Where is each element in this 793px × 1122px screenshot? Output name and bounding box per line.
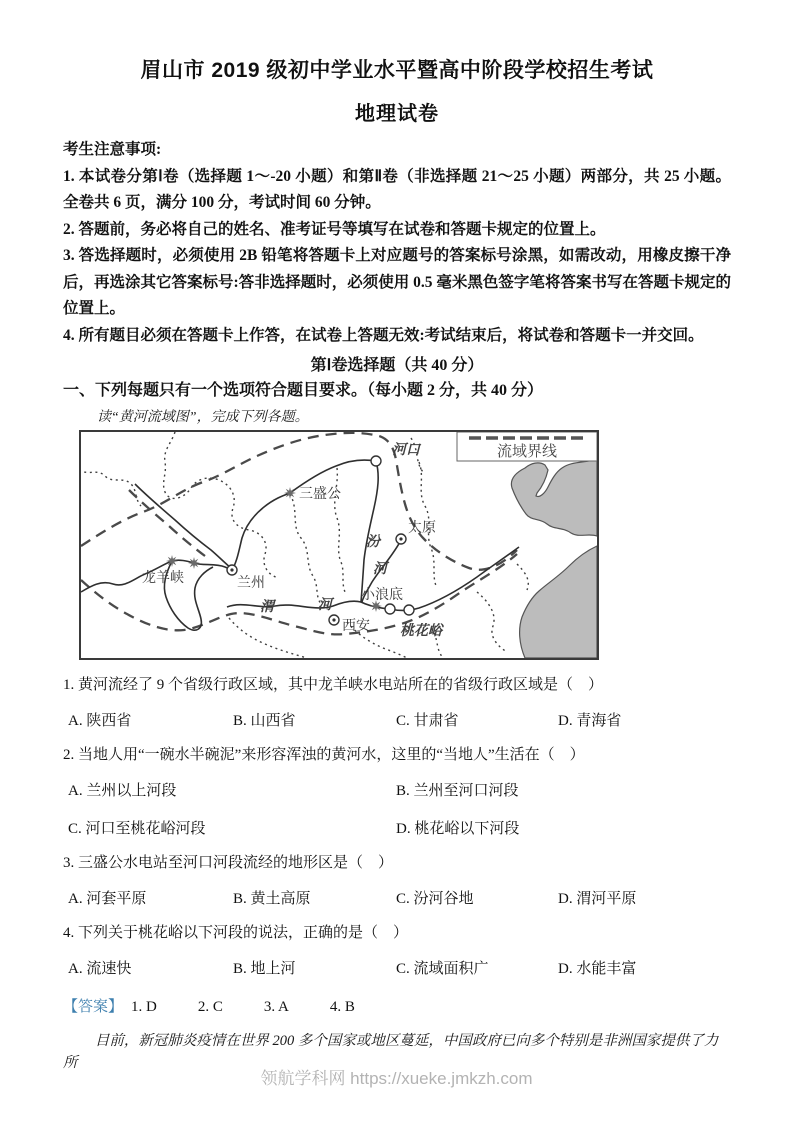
question-3-option-a: A. 河套平原 xyxy=(68,891,147,907)
longyangxia-label: 龙羊峡 xyxy=(142,571,184,586)
longyangxia-dam2-icon xyxy=(188,557,200,569)
wei-river xyxy=(227,601,361,608)
notice-item-4: 4. 所有题目必须在答题卡上作答，在试卷上答题无效:考试结束后，将试卷和答题卡一并交回。 xyxy=(63,326,704,344)
yellow-river xyxy=(81,460,519,630)
hekou-marker xyxy=(371,456,381,466)
taohuayu-marker xyxy=(404,605,414,615)
taiyuan-label: 太原 xyxy=(408,521,436,536)
weihe-label-1: 渭 xyxy=(260,600,274,615)
question-1-option-d: D. 青海省 xyxy=(558,713,622,729)
notice-heading: 考生注意事项: xyxy=(63,141,162,158)
question-3-option-c: C. 汾河谷地 xyxy=(396,891,474,907)
xian-label: 西安 xyxy=(342,619,370,634)
question-4-stem: 4. 下列关于桃花峪以下河段的说法，正确的是（ ） xyxy=(63,925,409,941)
question-3-option-d: D. 渭河平原 xyxy=(558,891,637,907)
longyangxia-dam-icon xyxy=(166,555,178,567)
page-title: 眉山市 2019 级初中学业水平暨高中阶段学校招生考试 xyxy=(140,59,654,82)
question-4-options xyxy=(63,957,731,978)
question-4-option-b: B. 地上河 xyxy=(233,961,296,977)
question-4-option-a: A. 流速快 xyxy=(68,961,132,977)
question-1-option-b: B. 山西省 xyxy=(233,713,296,729)
question-3 xyxy=(63,853,731,908)
section-instruction: 一、下列每题只有一个选项符合题目要求。（每小题 2 分，共 40 分） xyxy=(63,382,544,399)
legend-label: 流域界线 xyxy=(497,444,558,460)
xiaolangdi-label: 小浪底 xyxy=(361,588,403,603)
weihe-label-2: 河 xyxy=(318,598,332,613)
xian-city-marker xyxy=(329,615,339,625)
question-2-option-c: C. 河口至桃花峪河段 xyxy=(68,821,206,837)
notice-item-1: 1. 本试卷分第Ⅰ卷（选择题 1～-20 小题）和第Ⅱ卷（非选择题 21～25 小题）两部分，共 25 小题。全卷共 6 页，满分 100 分，考试时间 60 分钟。 xyxy=(63,167,731,211)
section-title: 第Ⅰ卷选择题（共 40 分） xyxy=(310,357,484,374)
question-1-option-c: C. 甘肃省 xyxy=(396,713,459,729)
answer-2: 2. C xyxy=(197,999,223,1015)
question-1-option-a: A. 陕西省 xyxy=(68,713,132,729)
sanshenggong-label: 三盛公 xyxy=(299,487,341,502)
question-2-option-a: A. 兰州以上河段 xyxy=(68,783,177,799)
basin-boundary xyxy=(81,433,517,635)
fenhe-label-1: 汾 xyxy=(366,535,380,550)
watermark: 领航学科网 https://xueke.jmkzh.com xyxy=(260,1069,533,1088)
question-3-stem: 3. 三盛公水电站至河口河段流经的地形区是（ ） xyxy=(63,855,394,871)
question-2-option-d: D. 桃花峪以下河段 xyxy=(396,821,520,837)
answer-line xyxy=(63,995,731,1016)
notice-item-3: 3. 答选择题时，必须使用 2B 铅笔将答题卡上对应题号的答案标号涂黑，如需改动，用橡皮擦干净后，再选涂其它答案标号:答非选择题时，必须使用 0.5 毫米黑色签字笔将答案书写在答题卡规定的位置上。 xyxy=(63,247,731,317)
next-passage: 目前，新冠肺炎疫情在世界 200 多个国家或地区蔓延，中国政府已向多个特别是非洲国家提供了力所 xyxy=(63,1033,719,1071)
question-1-options xyxy=(63,709,731,730)
question-2-options xyxy=(63,779,731,838)
fenhe-label-2: 河 xyxy=(373,562,387,577)
question-1 xyxy=(63,675,731,730)
question-4 xyxy=(63,923,731,978)
question-2 xyxy=(63,745,731,838)
hekou-label: 河口 xyxy=(392,443,420,458)
yellow-river-basin-map xyxy=(79,430,731,660)
answer-label: 【答案】 xyxy=(63,999,124,1015)
answer-4: 4. B xyxy=(329,999,355,1015)
bohai-sea xyxy=(511,459,597,536)
xiaolangdi-marker xyxy=(385,604,395,614)
question-4-option-c: C. 流域面积广 xyxy=(396,961,489,977)
passage-intro: 读“黄河流域图”，完成下列各题。 xyxy=(97,410,309,425)
question-1-stem: 1. 黄河流经了 9 个省级行政区域，其中龙羊峡水电站所在的省级行政区域是（ ） xyxy=(63,677,604,693)
question-2-stem: 2. 当地人用“一碗水半碗泥”来形容浑浊的黄河水，这里的“当地人”生活在（ ） xyxy=(63,747,585,763)
map-legend xyxy=(457,432,597,461)
question-2-option-b: B. 兰州至河口河段 xyxy=(396,783,519,799)
page-subtitle: 地理试卷 xyxy=(355,103,439,125)
yellow-sea xyxy=(520,546,597,658)
answer-1: 1. D xyxy=(131,999,157,1015)
notice-block xyxy=(63,137,731,349)
question-3-option-b: B. 黄土高原 xyxy=(233,891,311,907)
answer-3: 3. A xyxy=(263,999,289,1015)
map-svg xyxy=(79,430,599,660)
lanzhou-city-marker xyxy=(227,565,237,575)
sanshenggong-dam-icon xyxy=(284,487,296,499)
question-3-options xyxy=(63,887,731,908)
lanzhou-label: 兰州 xyxy=(237,576,265,591)
question-4-option-d: D. 水能丰富 xyxy=(558,961,637,977)
taiyuan-city-marker xyxy=(396,534,406,544)
taohuayu-label: 桃花峪 xyxy=(400,624,442,639)
notice-item-2: 2. 答题前，务必将自己的姓名、准考证号等填写在试卷和答题卡规定的位置上。 xyxy=(63,220,606,238)
